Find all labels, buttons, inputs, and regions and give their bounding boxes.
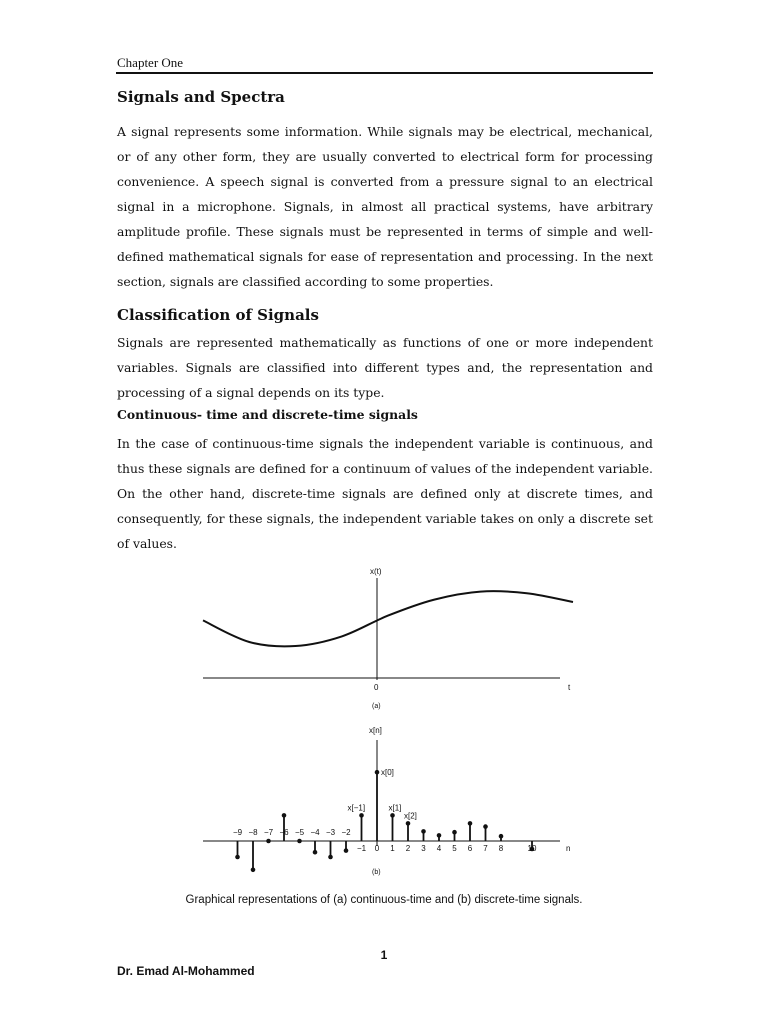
- chapter-header: Chapter One: [117, 55, 184, 70]
- x-tick-label-3: 3: [421, 844, 426, 853]
- annotation-x1: x[1]: [388, 803, 402, 813]
- plot-a-x-tick-0: 0: [374, 683, 379, 692]
- x-tick-label-4: 4: [436, 844, 442, 853]
- subheading-continuous-discrete: Continuous- time and discrete-time signals: [117, 407, 418, 422]
- stem-point-n-3: [328, 855, 333, 860]
- x-tick-label-10: 10: [527, 844, 537, 853]
- continuous-signal-curve: [203, 591, 573, 646]
- header-rule: [116, 72, 653, 74]
- x-tick-label-m7: −7: [263, 828, 274, 837]
- plot-b-y-label: x[n]: [369, 726, 382, 735]
- stem-point-n1: [390, 813, 395, 818]
- annotation-x0: x[0]: [381, 768, 394, 778]
- plot-b-caption: (b): [372, 869, 381, 876]
- plot-a-caption: (a): [372, 703, 381, 710]
- page-number: 1: [380, 948, 388, 962]
- x-tick-label-8: 8: [498, 844, 504, 853]
- stem-point-n4: [437, 833, 442, 838]
- continuous-time-plot: [203, 567, 573, 710]
- stem-point-n0: [375, 770, 380, 775]
- signals-figure-svg: [160, 560, 580, 895]
- x-tick-label-2: 2: [405, 844, 411, 853]
- stem-point-n-2: [344, 848, 349, 853]
- footer-author: Dr. Emad Al-Mohammed: [117, 964, 255, 978]
- stem-point-n2: [406, 821, 411, 826]
- x-tick-label-m4: −4: [310, 828, 320, 837]
- x-tick-label-6: 6: [467, 844, 473, 853]
- stem-point-n-4: [313, 850, 318, 855]
- paragraph-continuous-discrete: In the case of continuous-time signals the independent variable is continuous, and thus these signals are defined for a continuum of values of the independent variable. On the other hand, discrete-time signals are defined only at discrete times, and consequently, for these signals, the independent variable takes on only a discrete set of values.: [117, 436, 653, 551]
- stem-point-n-6: [282, 813, 287, 818]
- stem-point-n6: [468, 821, 473, 826]
- x-tick-label-m3: −3: [325, 828, 336, 837]
- annotation-x2: x[2]: [404, 811, 417, 821]
- paragraph-intro: A signal represents some information. While signals may be electrical, mechanical, or of any other form, they are usually converted to electrical form for processing convenience. A speech signal is converted from a pressure signal to an electrical signal in a microphone. Signals, in almost all practical systems, have arbitrary amplitude profile. These signals must be represented in terms of simple and well-defined mathematical signals for ease of representation and processing. In the next section, signals are classified according to some properties.: [117, 124, 653, 289]
- x-tick-label-0: 0: [374, 844, 380, 853]
- x-tick-label-m1: −1: [356, 844, 367, 853]
- stem-point-n-5: [297, 839, 302, 844]
- stem-point-n-1: [359, 813, 364, 818]
- plot-a-y-label: x(t): [370, 567, 382, 576]
- discrete-time-plot: [203, 726, 570, 876]
- signals-figure: [160, 560, 580, 895]
- x-tick-label-5: 5: [452, 844, 457, 853]
- stem-point-n8: [499, 834, 504, 839]
- plot-b-x-label: n: [566, 844, 571, 853]
- stem-point-n7: [483, 824, 488, 829]
- stem-point-n3: [421, 829, 426, 834]
- paragraph-classification: Signals are represented mathematically as functions of one or more independent variables. Signals are classified into different types and, the representation and processing of a signal depends on its type.: [117, 335, 653, 400]
- stem-point-n-8: [251, 868, 256, 873]
- stem-point-n-9: [235, 855, 240, 860]
- section-title-classification: Classification of Signals: [117, 306, 319, 324]
- x-tick-label-m5: −5: [294, 828, 305, 837]
- x-tick-label-m8: −8: [248, 828, 258, 837]
- x-tick-label-m2: −2: [341, 828, 351, 837]
- figure-caption: Graphical representations of (a) continuous-time and (b) discrete-time signals.: [185, 894, 583, 906]
- section-title-signals-and-spectra: Signals and Spectra: [117, 88, 285, 106]
- x-tick-label-7: 7: [483, 844, 488, 853]
- plot-a-x-label: t: [568, 683, 571, 692]
- annotation-xm1: x[−1]: [347, 803, 366, 813]
- stem-point-n-7: [266, 839, 271, 844]
- stem-point-n5: [452, 830, 457, 835]
- x-tick-label-m6: −6: [279, 828, 289, 837]
- x-tick-label-1: 1: [390, 844, 395, 853]
- x-tick-label-m9: −9: [232, 828, 243, 837]
